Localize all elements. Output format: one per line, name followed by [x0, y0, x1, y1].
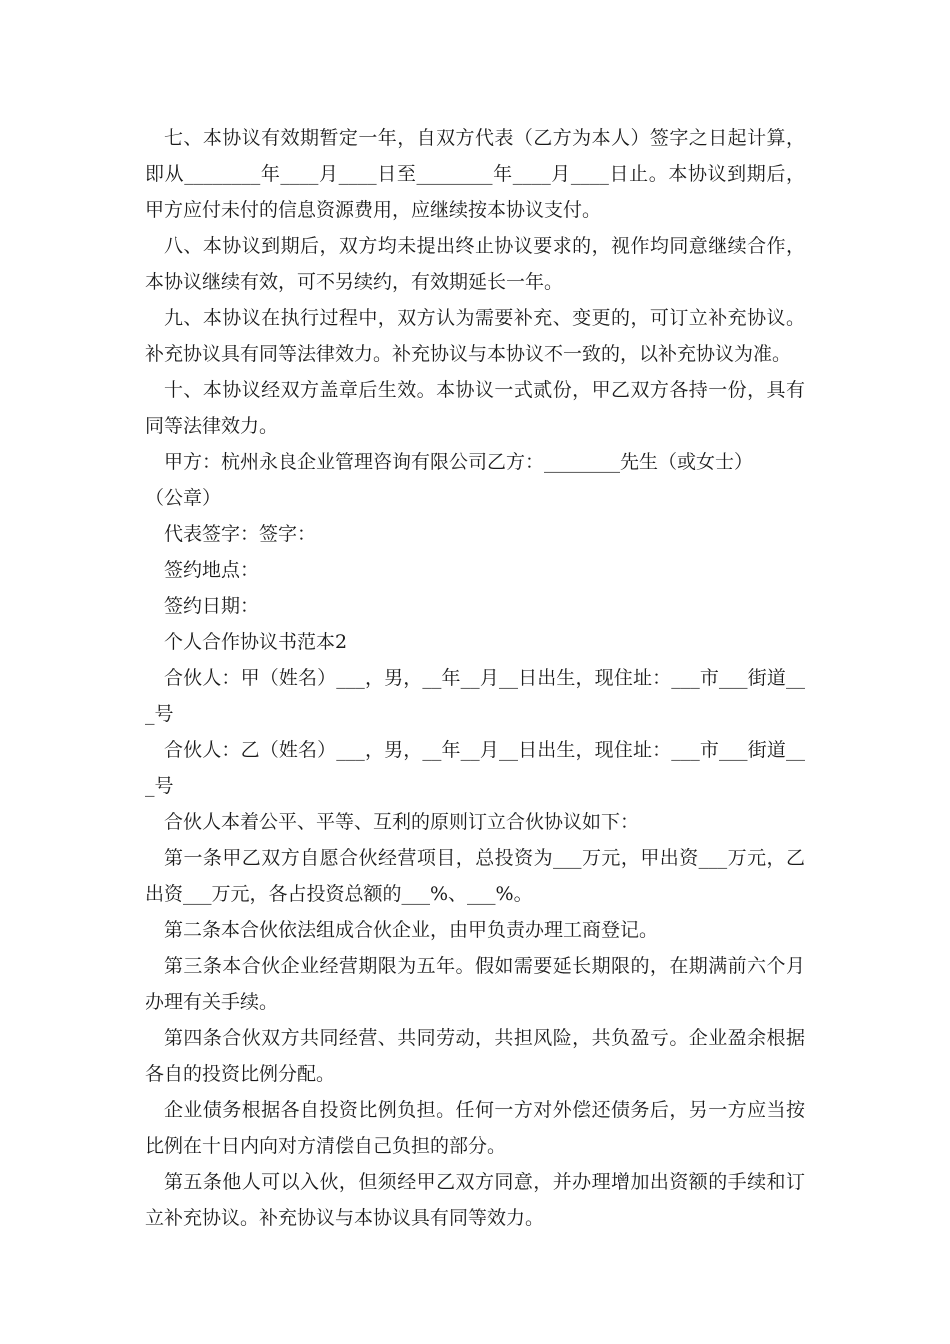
partner-b-line: 合伙人：乙（姓名）___，男，__年__月__日出生，现住址：___市___街道___号 — [145, 739, 805, 797]
article-2-paragraph: 第二条本合伙依法组成合伙企业，由甲负责办理工商登记。 — [164, 919, 659, 941]
clause-9-paragraph: 九、本协议在执行过程中，双方认为需要补充、变更的，可订立补充协议。补充协议具有同等法律效力。补充协议与本协议不一致的，以补充协议为准。 — [145, 307, 805, 365]
party-line: 甲方：杭州永良企业管理咨询有限公司乙方：________先生（或女士） — [164, 451, 754, 473]
article-5-paragraph: 第五条他人可以入伙，但须经甲乙双方同意，并办理增加出资额的手续和订立补充协议。补充协议与本协议具有同等效力。 — [145, 1171, 805, 1229]
signing-date-line: 签约日期： — [164, 595, 260, 617]
document-body — [145, 120, 805, 1236]
seal-line: （公章） — [145, 487, 222, 509]
clause-8-paragraph: 八、本协议到期后，双方均未提出终止协议要求的，视作均同意继续合作，本协议继续有效，可不另续约，有效期延长一年。 — [145, 235, 805, 293]
clause-10-paragraph: 十、本协议经双方盖章后生效。本协议一式贰份，甲乙双方各持一份，具有同等法律效力。 — [145, 379, 805, 437]
preamble-paragraph: 合伙人本着公平、平等、互利的原则订立合伙协议如下： — [164, 811, 640, 833]
signature-line: 代表签字：签字： — [164, 523, 317, 545]
section-title: 个人合作协议书范本2 — [164, 631, 348, 653]
partner-a-line: 合伙人：甲（姓名）___，男，__年__月__日出生，现住址：___市___街道___号 — [145, 667, 805, 725]
article-1-paragraph: 第一条甲乙双方自愿合伙经营项目，总投资为___万元，甲出资___万元，乙出资___万元，各占投资总额的___%、___%。 — [145, 847, 805, 905]
signing-place-line: 签约地点： — [164, 559, 260, 581]
article-3-paragraph: 第三条本合伙企业经营期限为五年。假如需要延长期限的，在期满前六个月办理有关手续。 — [145, 955, 805, 1013]
article-4-paragraph: 第四条合伙双方共同经营、共同劳动，共担风险，共负盈亏。企业盈余根据各自的投资比例分配。 — [145, 1027, 805, 1085]
clause-7-paragraph: 七、本协议有效期暂定一年，自双方代表（乙方为本人）签字之日起计算，即从________年____月____日至________年____月____日止。本协议到期后，甲方应付未付的信息资源费用，应继续按本协议支付。 — [145, 127, 805, 221]
debt-paragraph: 企业债务根据各自投资比例负担。任何一方对外偿还债务后，另一方应当按比例在十日内向对方清偿自己负担的部分。 — [145, 1099, 805, 1157]
